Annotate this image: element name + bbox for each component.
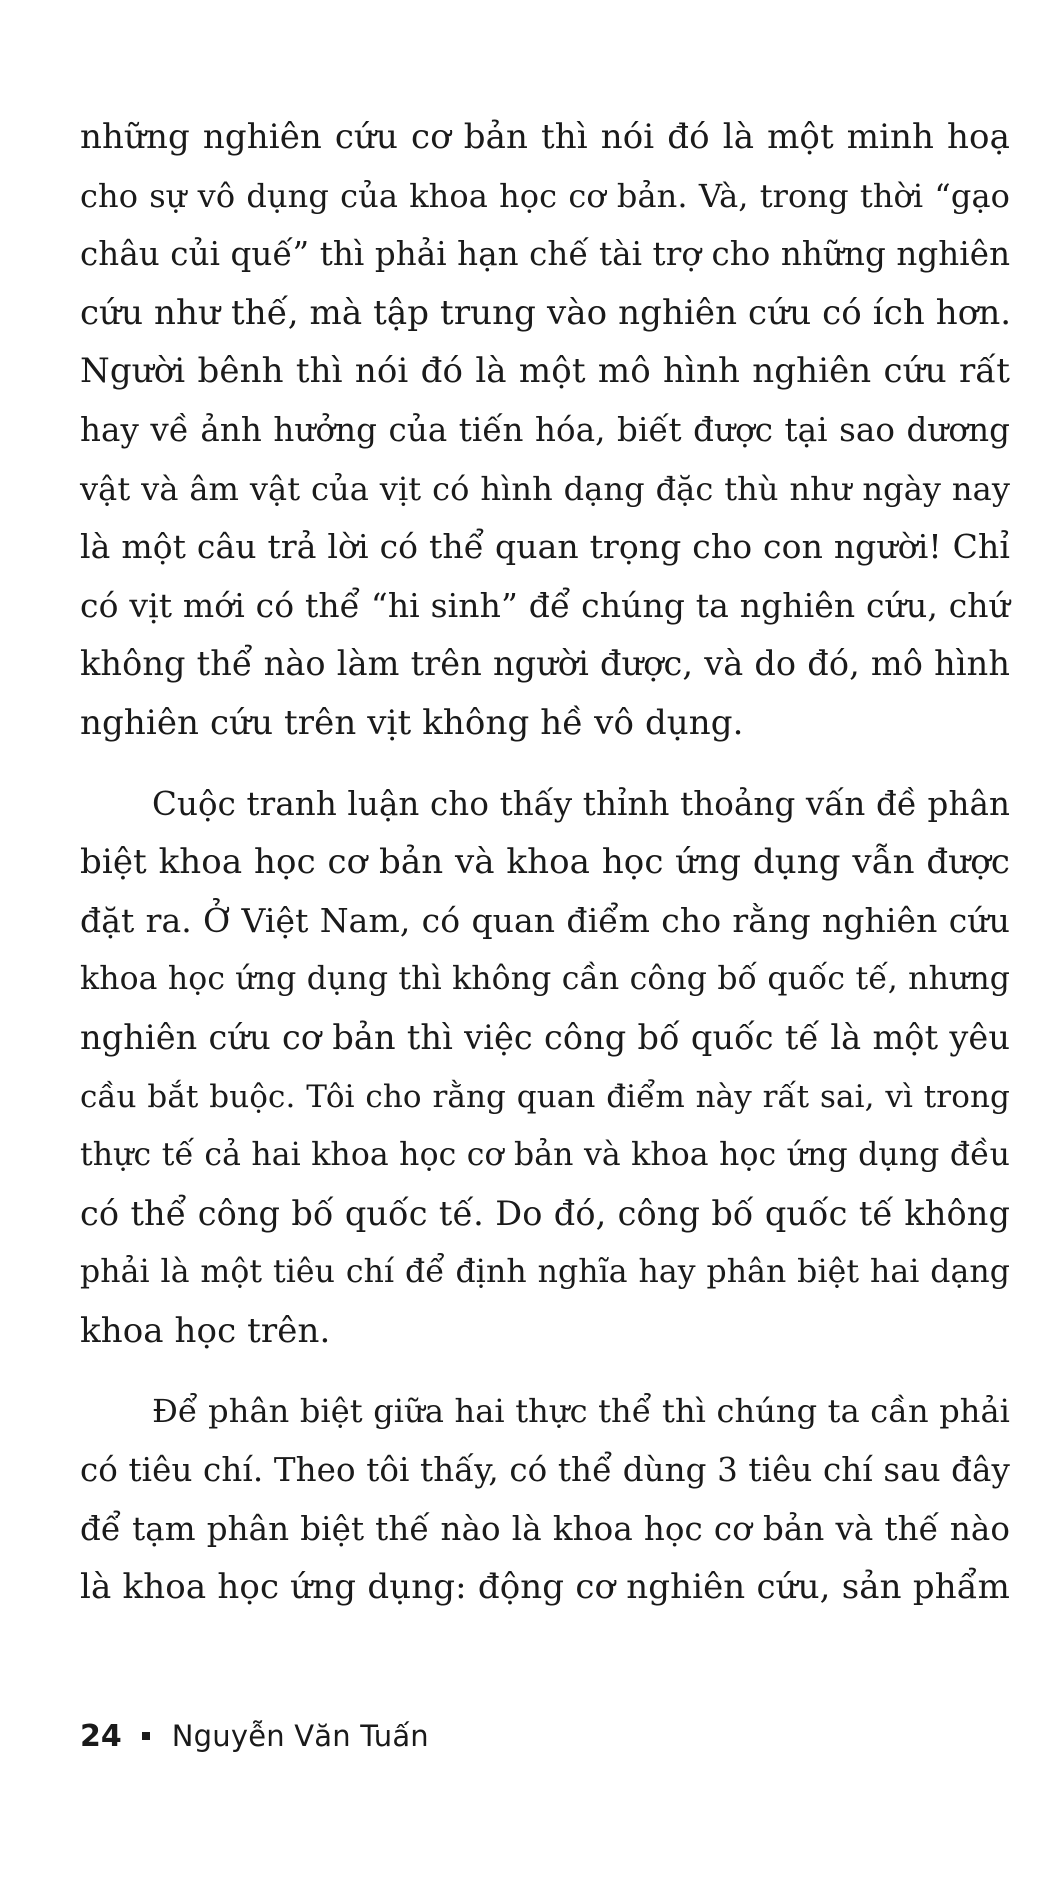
paragraph-spacing (80, 753, 1010, 775)
text-line: để tạm phân biệt thế nào là khoa học cơ bản và thế nào (80, 1509, 1010, 1548)
text-line: không thể nào làm trên người được, và do đó, mô hình (80, 644, 1010, 684)
text-line: có thể công bố quốc tế. Do đó, công bố quốc tế không (80, 1193, 1010, 1233)
text-line: hay về ảnh hưởng của tiến hóa, biết được tại sao dương (80, 410, 1010, 449)
text-line: phải là một tiêu chí để định nghĩa hay phân biệt hai dạng (80, 1254, 1010, 1291)
paragraph-spacing (80, 1360, 1010, 1382)
text-line: cho sự vô dụng của khoa học cơ bản. Và, trong thời “gạo (80, 176, 1010, 215)
text-line: khoa học ứng dụng thì không cần công bố quốc tế, nhưng (80, 961, 1010, 998)
text-line: khoa học trên. (80, 1310, 331, 1351)
text-line: đặt ra. Ở Việt Nam, có quan điểm cho rằng nghiên cứu (80, 900, 1010, 940)
text-line: Người bênh thì nói đó là một mô hình nghiên cứu rất (80, 351, 1010, 392)
author-name: Nguyễn Văn Tuấn (171, 1719, 429, 1753)
text-line: vật và âm vật của vịt có hình dạng đặc thù như ngày nay (80, 469, 1010, 508)
text-line: Để phân biệt giữa hai thực thể thì chúng ta cần phải (152, 1392, 1010, 1431)
text-line: biệt khoa học cơ bản và khoa học ứng dụng vẫn được (80, 842, 1010, 883)
text-line: những nghiên cứu cơ bản thì nói đó là một minh hoạ (80, 117, 1010, 157)
text-line: nghiên cứu trên vịt không hề vô dụng. (80, 702, 744, 743)
text-line: là một câu trả lời có thể quan trọng cho con người! Chỉ (80, 527, 1010, 567)
paragraph (80, 108, 1010, 753)
text-line: cầu bắt buộc. Tôi cho rằng quan điểm này rất sai, vì trong (80, 1078, 1010, 1115)
text-line: châu củi quế” thì phải hạn chế tài trợ cho những nghiên (80, 235, 1011, 274)
body-text (80, 108, 1010, 1617)
paragraph (80, 775, 1010, 1361)
text-line: thực tế cả hai khoa học cơ bản và khoa học ứng dụng đều (80, 1137, 1010, 1174)
text-line: cứu như thế, mà tập trung vào nghiên cứu có ích hơn. (80, 292, 1012, 333)
separator-bullet-icon (142, 1732, 150, 1740)
text-line: là khoa học ứng dụng: động cơ nghiên cứu, sản phẩm (80, 1567, 1010, 1608)
text-line: có tiêu chí. Theo tôi thấy, có thể dùng 3 tiêu chí sau đây (80, 1451, 1010, 1490)
paragraph (80, 1382, 1010, 1616)
page-footer (80, 1714, 429, 1758)
page-number: 24 (80, 1718, 122, 1754)
text-line: có vịt mới có thể “hi sinh” để chúng ta nghiên cứu, chứ (80, 585, 1010, 625)
text-line: Cuộc tranh luận cho thấy thỉnh thoảng vấn đề phân (152, 784, 1010, 823)
text-line: nghiên cứu cơ bản thì việc công bố quốc tế là một yêu (80, 1017, 1010, 1057)
